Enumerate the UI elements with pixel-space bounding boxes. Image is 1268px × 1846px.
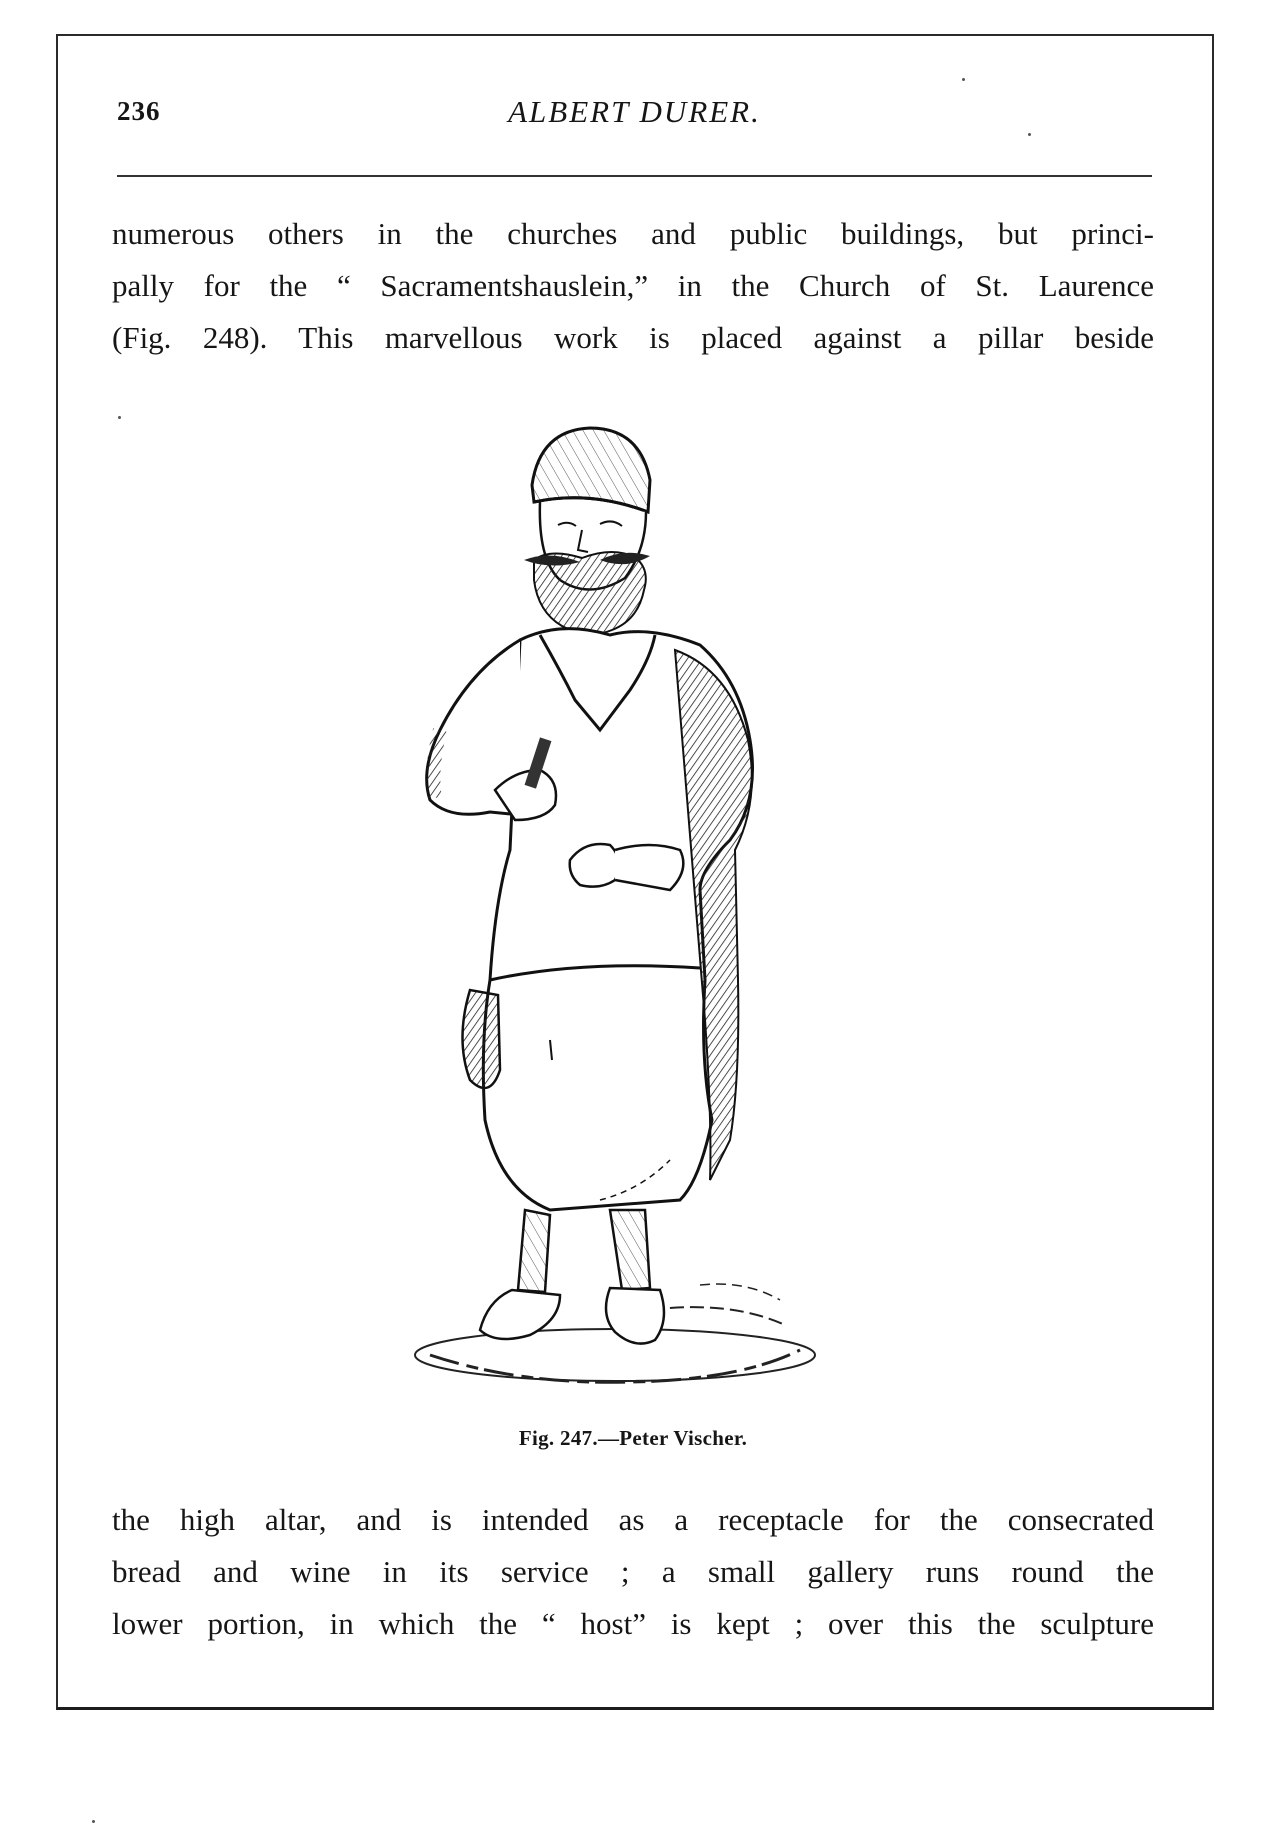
figure-caption: Fig. 247.—Peter Vischer. — [518, 1426, 748, 1450]
text-line: lower portion, in which the “ host” is kept ; over this the sculpture — [112, 1606, 1154, 1641]
page-number: 236 — [117, 96, 161, 126]
text-line: pally for the “ Sacramentshauslein,” in the Church of St. Laurence — [112, 268, 1154, 303]
scan-speck — [118, 416, 121, 419]
engraving-standing-figure — [400, 420, 860, 1410]
text-line: numerous others in the churches and public buildings, but princi- — [112, 216, 1154, 251]
running-head — [117, 92, 1152, 136]
text-line: the high altar, and is intended as a receptacle for the consecrated — [112, 1502, 1154, 1537]
body-text-bottom — [112, 1494, 1154, 1650]
text-line: bread and wine in its service ; a small gallery runs round the — [112, 1554, 1154, 1589]
text-line: (Fig. 248). This marvellous work is placed against a pillar beside — [112, 320, 1154, 355]
header-rule — [117, 175, 1152, 177]
body-text-top — [112, 208, 1154, 364]
scan-speck — [92, 1820, 95, 1823]
scan-speck — [1028, 133, 1031, 136]
figure-illustration — [400, 420, 860, 1410]
scan-speck — [962, 78, 965, 81]
running-title: ALBERT DURER. — [508, 94, 761, 129]
